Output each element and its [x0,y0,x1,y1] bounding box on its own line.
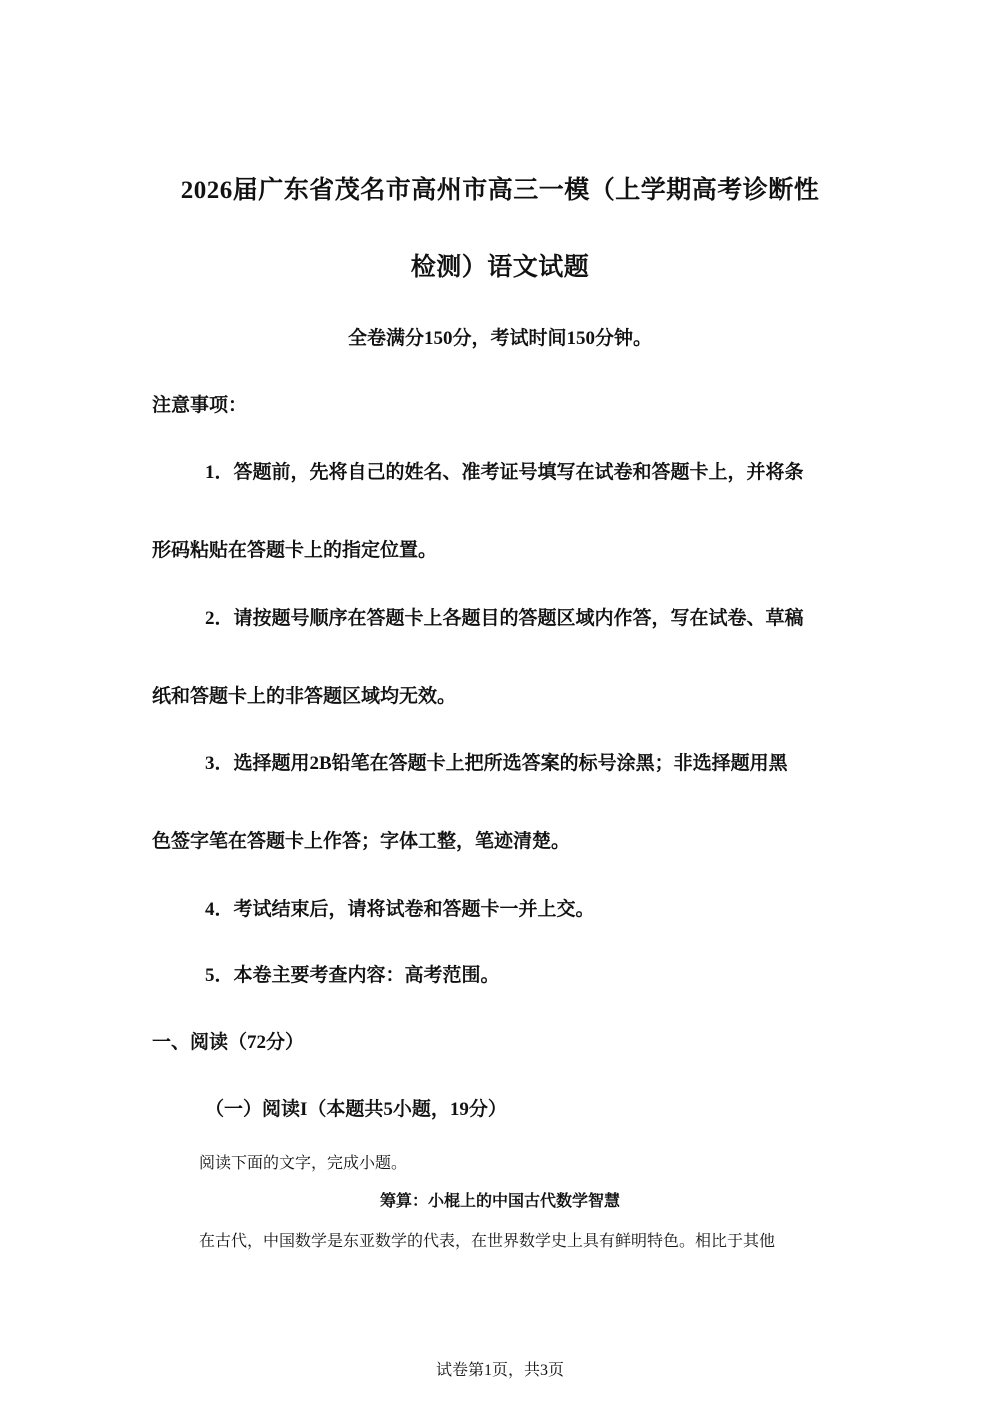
subsection-heading: （一）阅读I（本题共5小题，19分） [205,1099,507,1120]
notice-4: 4．考试结束后，请将试卷和答题卡一并上交。 [205,899,595,920]
page-footer: 试卷第1页，共3页 [435,1362,564,1379]
exam-title-line-2: 检测）语文试题 [410,254,590,281]
exam-subtitle: 全卷满分150分，考试时间150分钟。 [347,328,652,349]
section-1-heading: 一、阅读（72分） [152,1032,305,1053]
notice-3-line-1: 3．选择题用2B铅笔在答题卡上把所选答案的标号涂黑；非选择题用黑 [205,753,788,774]
exam-title-line-1: 2026届广东省茂名市高州市高三一模（上学期高考诊断性 [180,177,820,204]
notice-heading: 注意事项： [152,395,248,416]
reading-instruction: 阅读下面的文字，完成小题。 [199,1153,408,1172]
article-title: 筹算：小棍上的中国古代数学智慧 [379,1191,620,1210]
notice-1-line-2: 形码粘贴在答题卡上的指定位置。 [152,540,438,561]
notice-5: 5．本卷主要考查内容：高考范围。 [205,965,500,986]
notice-2-line-2: 纸和答题卡上的非答题区域均无效。 [152,686,457,707]
notice-2-line-1: 2．请按题号顺序在答题卡上各题目的答题区域内作答，写在试卷、草稿 [205,608,804,629]
article-paragraph-1: 在古代，中国数学是东亚数学的代表，在世界数学史上具有鲜明特色。相比于其他 [199,1231,776,1250]
notice-3-line-2: 色签字笔在答题卡上作答；字体工整，笔迹清楚。 [152,831,571,852]
notice-1-line-1: 1．答题前，先将自己的姓名、准考证号填写在试卷和答题卡上，并将条 [205,462,804,483]
